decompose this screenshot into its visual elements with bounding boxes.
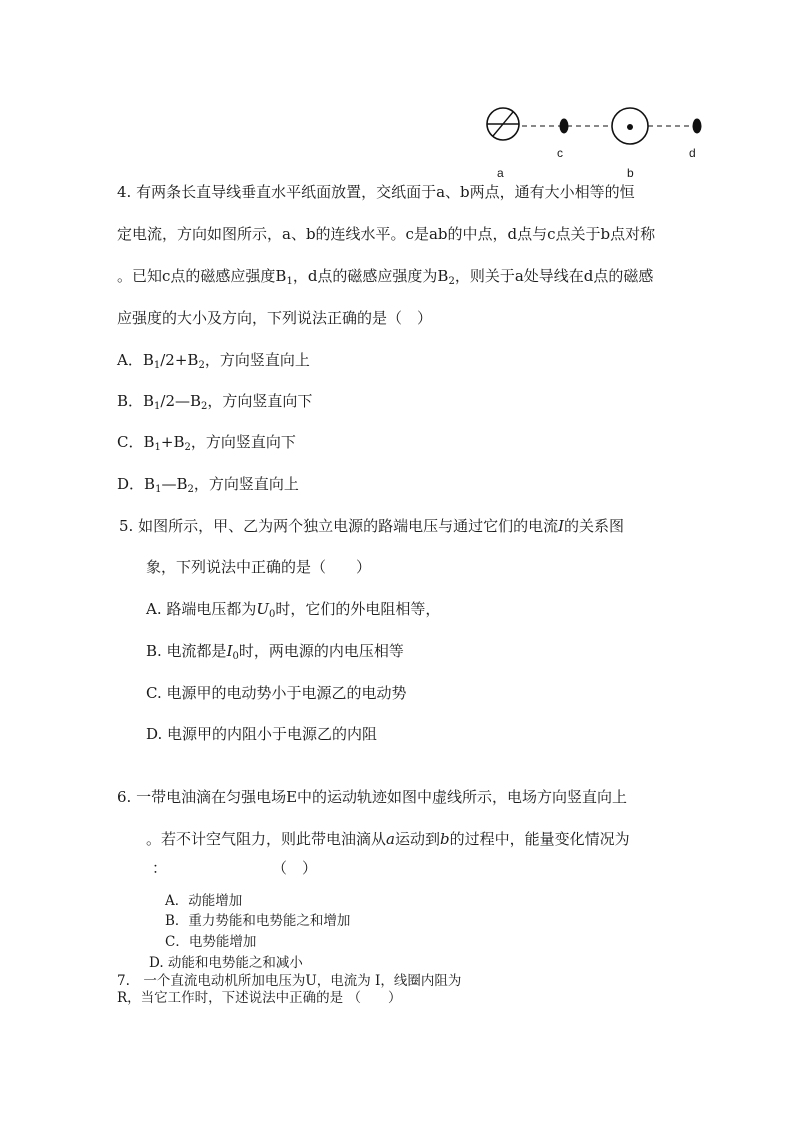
q6-line-2-pre: 。若不计空气阻力，则此带电油滴从: [146, 830, 387, 848]
q4-option-a-pre: A．B: [117, 351, 154, 369]
q4-option-c-pre: C．B: [117, 433, 155, 451]
q4-option-d-sub2: 2: [187, 484, 194, 495]
q6-line-1: 6. 一带电油滴在匀强电场E中的运动轨迹如图中虚线所示，电场方向竖直向上: [117, 788, 628, 806]
q6-line-2-post: 的过程中，能量变化情况为: [449, 830, 630, 848]
q4-option-a-sub1: 1: [153, 360, 161, 371]
q5-line-2: 象，下列说法中正确的是（ ）: [146, 558, 372, 576]
label-d: d: [689, 146, 696, 160]
q4-option-a: [117, 350, 310, 370]
q4-line-3-sub2: 2: [448, 276, 455, 287]
label-c: c: [557, 146, 563, 160]
q5-option-a-var: U: [256, 600, 270, 618]
label-a: a: [497, 166, 504, 180]
q5-option-a-sub: 0: [269, 609, 276, 620]
q6-option-b: B．重力势能和电势能之和增加: [165, 913, 351, 929]
q4-option-c-post: ，方向竖直向下: [190, 433, 296, 451]
q5-option-c: C. 电源甲的电动势小于电源乙的电动势: [146, 684, 407, 702]
q6-line-2-a: a: [386, 830, 395, 848]
q5-line-1: [119, 516, 624, 536]
q4-line-3-sub1: 1: [286, 276, 293, 287]
q4-option-d-pre: D．B: [117, 475, 156, 493]
q6-line-2: [146, 829, 630, 849]
q4-line-3: [117, 266, 653, 286]
q4-line-3-post: ，则关于a处导线在d点的磁感: [454, 267, 654, 285]
q4-option-d-sub1: 1: [155, 484, 162, 495]
q4-option-b-mid: /2—B: [160, 392, 202, 410]
wire-b-dot-symbol: [612, 108, 648, 144]
q4-option-c-sub2: 2: [184, 442, 191, 453]
q6-option-d: D. 动能和电势能之和减小: [149, 955, 303, 971]
q4-option-c-sub1: 1: [154, 442, 161, 453]
q4-option-c-mid: +B: [160, 433, 185, 451]
q4-option-d: [117, 474, 299, 494]
q5-line-1-var: I: [558, 517, 565, 535]
q4-option-b: [117, 391, 312, 411]
wire-a-cross-symbol: [487, 108, 519, 140]
wire-diagram: [470, 100, 710, 150]
q6-line-2-b: b: [439, 830, 450, 848]
q4-line-2: 定电流，方向如图所示，a、b的连线水平。c是ab的中点，d点与c点关于b点对称: [117, 225, 656, 243]
q4-option-b-pre: B．B: [117, 392, 155, 410]
q5-option-b-post: 时，两电源的内电压相等: [238, 642, 404, 660]
q4-option-a-post: ，方向竖直向上: [204, 351, 310, 369]
q6-line-3: ： （ ）: [152, 859, 318, 877]
q4-option-a-mid: /2+B: [160, 351, 199, 369]
q5-option-b-sub: 0: [232, 651, 239, 662]
q5-line-1-pre: 5. 如图所示，甲、乙为两个独立电源的路端电压与通过它们的电流: [119, 517, 559, 535]
q5-option-d: D. 电源甲的内阻小于电源乙的内阻: [146, 725, 378, 743]
q4-option-b-sub2: 2: [201, 401, 208, 412]
q4-option-c: [117, 432, 296, 452]
q5-option-a-post: 时，它们的外电阻相等，: [275, 600, 441, 618]
label-b: b: [627, 166, 634, 180]
q5-line-1-post: 的关系图: [564, 517, 625, 535]
q4-line-4: 应强度的大小及方向，下列说法正确的是（ ）: [117, 309, 433, 327]
q6-option-a: A．动能增加: [165, 893, 243, 909]
q7-line-1: 7. 一个直流电动机所加电压为U，电流为 I，线圈内阻为: [117, 973, 462, 989]
point-c-dot: [560, 119, 569, 134]
point-d-dot: [693, 119, 702, 134]
q4-line-3-pre: 。已知c点的磁感应强度B: [117, 267, 287, 285]
q4-option-b-sub1: 1: [154, 401, 161, 412]
q5-option-a-pre: A. 路端电压都为: [146, 600, 257, 618]
q5-option-b-var: I: [226, 642, 233, 660]
q5-option-b-pre: B. 电流都是: [146, 642, 227, 660]
q4-option-d-post: ，方向竖直向上: [193, 475, 299, 493]
q4-option-a-sub2: 2: [198, 360, 205, 371]
q7-line-2: R，当它工作时，下述说法中正确的是 （ ）: [117, 990, 402, 1006]
q6-option-c: C．电势能增加: [165, 934, 257, 950]
q5-option-a: [146, 599, 440, 619]
q4-line-3-mid: ，d点的磁感应强度为B: [292, 267, 449, 285]
q4-line-1: 4. 有两条长直导线垂直水平纸面放置，交纸面于a、b两点，通有大小相等的恒: [117, 183, 635, 201]
q4-option-b-post: ，方向竖直向下: [207, 392, 313, 410]
q6-line-2-mid: 运动到: [394, 830, 440, 848]
q5-option-b: [146, 641, 404, 661]
q4-option-d-mid: —B: [161, 475, 188, 493]
